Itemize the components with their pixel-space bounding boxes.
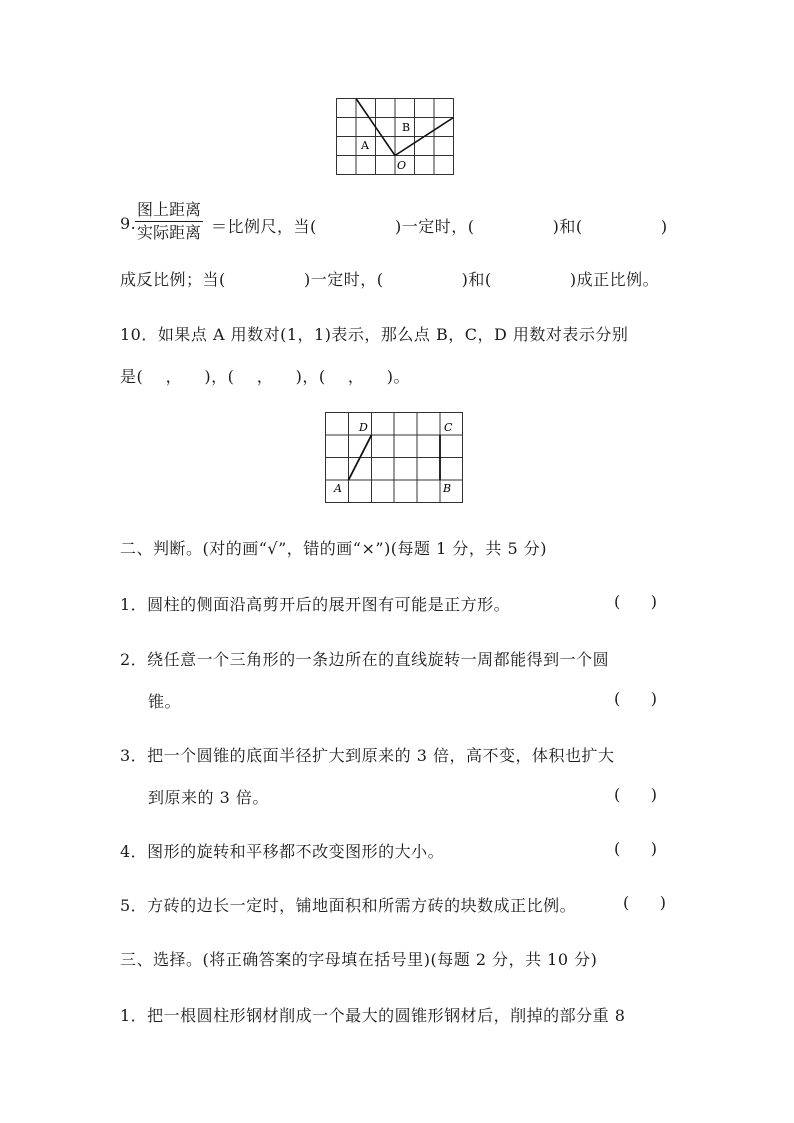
judge-item-3-answer[interactable]: ( ) — [614, 785, 657, 804]
point-label-b: B — [443, 482, 452, 495]
point-label-b: B — [402, 121, 411, 134]
judge-item-4-answer[interactable]: ( ) — [614, 839, 657, 858]
point-label-o: O — [397, 159, 407, 172]
q9-fraction-numerator: 图上距离 — [135, 200, 203, 222]
choice-item-1: 1．把一根圆柱形钢材削成一个最大的圆锥形钢材后，削掉的部分重 8 — [120, 1006, 626, 1025]
grid-figure-1 — [334, 96, 458, 178]
q9-number: 9. — [120, 214, 137, 233]
judge-item-1: 1．圆柱的侧面沿高剪开后的展开图有可能是正方形。 — [120, 595, 511, 614]
judge-item-3: 3．把一个圆锥的底面半径扩大到原来的 3 倍，高不变，体积也扩大 — [120, 746, 615, 765]
judge-item-3-cont: 到原来的 3 倍。 — [148, 788, 269, 807]
q10-line2: 是( ， )，( ， )，( ， )。 — [120, 367, 411, 386]
judge-item-2-answer[interactable]: ( ) — [614, 689, 657, 708]
q9-line1: ＝比例尺，当( )一定时，( )和( ) — [211, 217, 668, 236]
judge-item-1-answer[interactable]: ( ) — [614, 592, 657, 611]
q9-line2: 成反比例；当( )一定时，( )和( )成正比例。 — [120, 270, 660, 289]
point-label-c: C — [444, 421, 453, 434]
point-label-d: D — [359, 421, 368, 434]
judge-item-2: 2．绕任意一个三角形的一条边所在的直线旋转一周都能得到一个圆 — [120, 650, 610, 669]
grid-figure-2 — [323, 410, 465, 505]
section3-title: 三、选择。(将正确答案的字母填在括号里)(每题 2 分，共 10 分) — [120, 950, 598, 969]
point-label-a: A — [334, 482, 342, 495]
q9-fraction — [135, 200, 203, 243]
judge-item-4: 4．图形的旋转和平移都不改变图形的大小。 — [120, 842, 445, 861]
judge-item-5: 5．方砖的边长一定时，铺地面积和所需方砖的块数成正比例。 — [120, 896, 577, 915]
judge-item-5-answer[interactable]: ( ) — [623, 893, 666, 912]
judge-item-2-cont: 锥。 — [148, 692, 182, 711]
q10-line1: 10．如果点 A 用数对(1，1)表示，那么点 B，C，D 用数对表示分别 — [120, 325, 629, 344]
section2-title: 二、判断。(对的画“√”，错的画“×”)(每题 1 分，共 5 分) — [120, 539, 547, 558]
point-label-a: A — [361, 139, 369, 152]
q9-fraction-denominator: 实际距离 — [137, 223, 202, 242]
